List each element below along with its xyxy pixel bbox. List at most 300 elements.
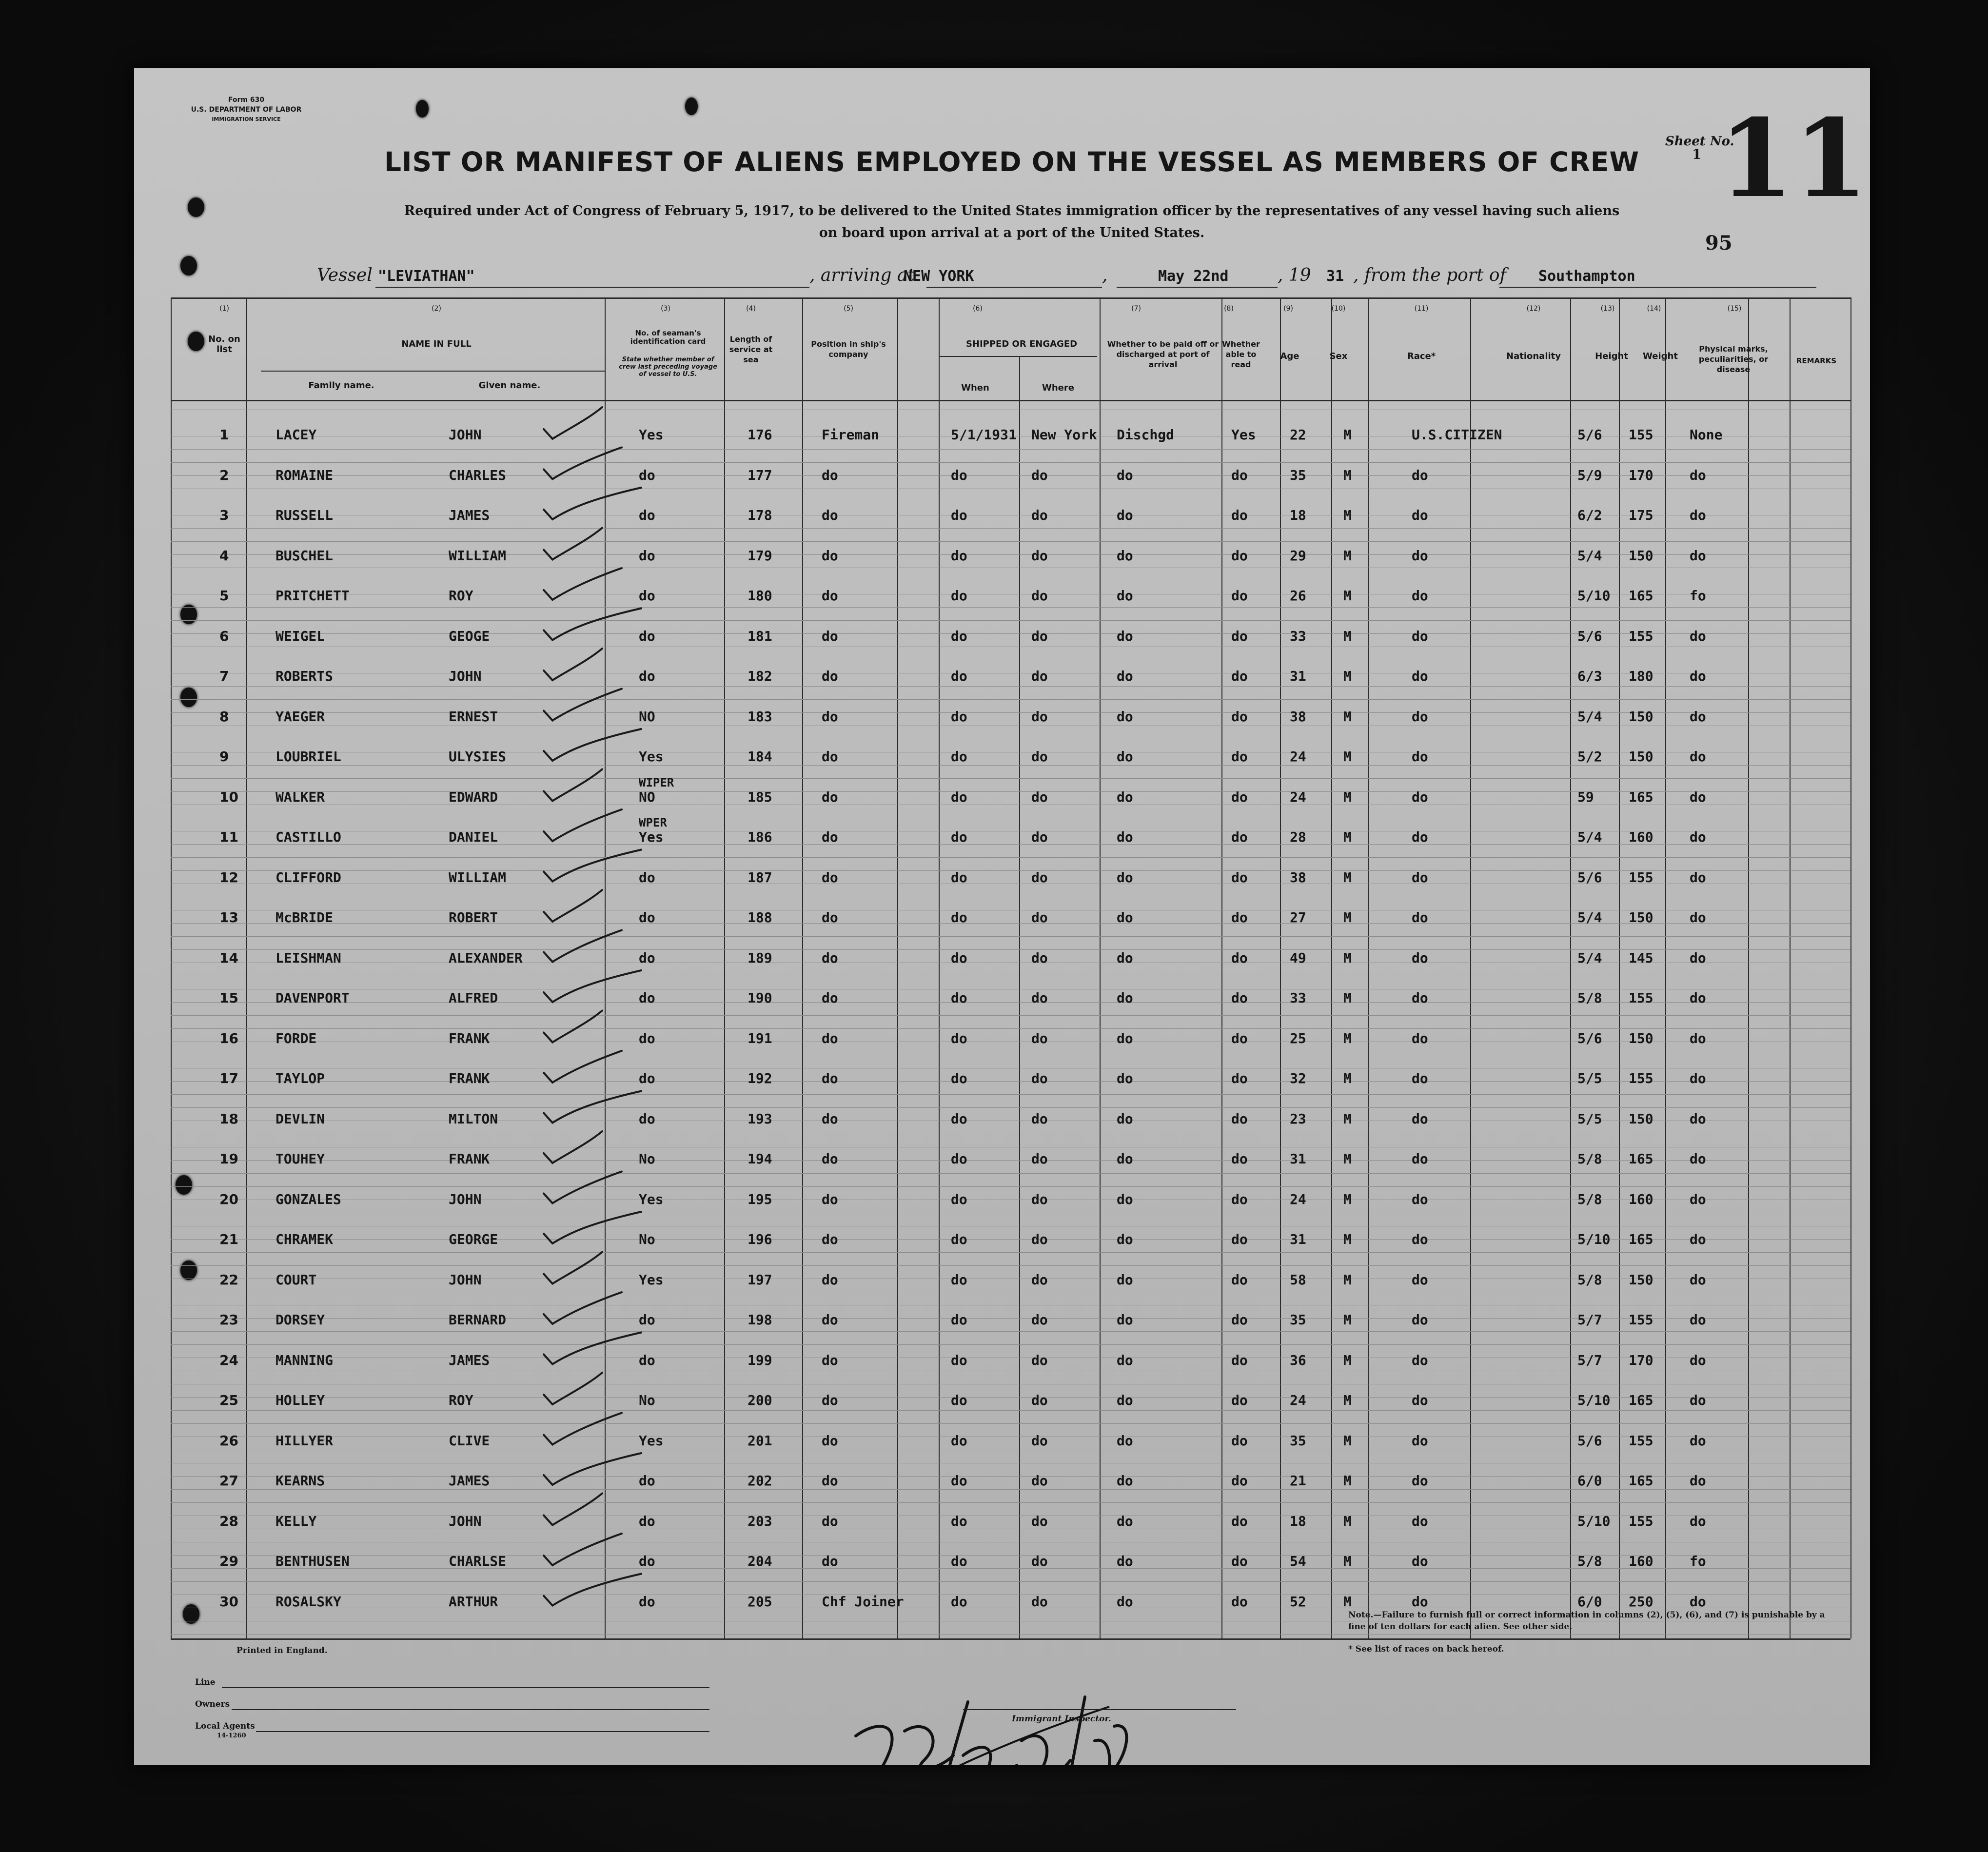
shipped-where: do bbox=[1031, 708, 1048, 725]
member-prev-voyage: do bbox=[639, 507, 655, 523]
ship-position: do bbox=[822, 1352, 838, 1368]
paid-off: do bbox=[1117, 1312, 1133, 1328]
weight: 155 bbox=[1629, 1312, 1653, 1328]
shipped-when: do bbox=[951, 1231, 967, 1247]
from-port: Southampton bbox=[1538, 268, 1635, 285]
member-prev-voyage: do bbox=[639, 1352, 655, 1368]
col-num: (10) bbox=[1331, 305, 1346, 313]
age: 22 bbox=[1290, 427, 1306, 443]
member-prev-voyage: do bbox=[639, 909, 655, 926]
age: 32 bbox=[1290, 1070, 1306, 1086]
ship-position: Chf Joiner bbox=[822, 1593, 904, 1610]
check-mark-icon bbox=[544, 1453, 641, 1485]
able-to-read: do bbox=[1231, 990, 1248, 1006]
race: do bbox=[1412, 1231, 1428, 1247]
family-name: ROBERTS bbox=[276, 668, 334, 684]
check-mark-icon bbox=[544, 488, 641, 519]
paid-off: do bbox=[1117, 1271, 1133, 1288]
check-mark-icon bbox=[544, 1574, 641, 1606]
sex: M bbox=[1343, 869, 1352, 886]
stamp-number: 95 bbox=[1705, 232, 1732, 255]
weight: 180 bbox=[1629, 668, 1653, 684]
service-length: 178 bbox=[748, 507, 772, 523]
race: do bbox=[1412, 788, 1428, 805]
race: do bbox=[1412, 829, 1428, 845]
ruled-line bbox=[171, 462, 1850, 463]
physical-marks: do bbox=[1690, 467, 1706, 483]
ruled-line bbox=[171, 1489, 1850, 1490]
weight: 150 bbox=[1629, 1030, 1653, 1046]
row-number: 20 bbox=[219, 1191, 238, 1207]
port-underline bbox=[926, 287, 1102, 288]
age: 38 bbox=[1290, 708, 1306, 725]
shipped-where: do bbox=[1031, 829, 1048, 845]
check-mark-icon bbox=[544, 930, 622, 962]
column-rule bbox=[897, 297, 898, 1638]
check-mark-icon bbox=[544, 769, 602, 801]
row-number: 19 bbox=[219, 1151, 238, 1167]
header-race: Race* bbox=[1407, 351, 1436, 361]
physical-marks: do bbox=[1690, 949, 1706, 966]
shipped-where: do bbox=[1031, 1271, 1048, 1288]
sex: M bbox=[1343, 467, 1352, 483]
check-mark-icon bbox=[544, 448, 622, 479]
member-prev-voyage: do bbox=[639, 1553, 655, 1569]
service-length: 196 bbox=[748, 1231, 772, 1247]
ship-position: do bbox=[822, 749, 838, 765]
family-name: CASTILLO bbox=[276, 829, 341, 845]
check-mark-icon bbox=[544, 729, 641, 761]
ship-position: do bbox=[822, 788, 838, 805]
race: do bbox=[1412, 507, 1428, 523]
age: 33 bbox=[1290, 990, 1306, 1006]
physical-marks: do bbox=[1690, 547, 1706, 564]
subtitle-line-1: Required under Act of Congress of February 5, 1917, to be delivered to the United States immigration officer by the representatives of any vessel having such aliens bbox=[404, 203, 1620, 218]
paid-off: do bbox=[1117, 829, 1133, 845]
year-prefix: , 19 bbox=[1278, 265, 1311, 285]
family-name: RUSSELL bbox=[276, 507, 334, 523]
sheet-label: Sheet No. bbox=[1665, 134, 1734, 149]
able-to-read: do bbox=[1231, 507, 1248, 523]
check-mark-icon bbox=[544, 689, 622, 721]
shipped-when: do bbox=[951, 949, 967, 966]
paid-off: do bbox=[1117, 1110, 1133, 1127]
check-mark-icon bbox=[544, 1292, 622, 1324]
able-to-read: do bbox=[1231, 1151, 1248, 1167]
check-mark-icon bbox=[544, 1091, 641, 1123]
family-name: McBRIDE bbox=[276, 909, 334, 926]
family-name: LOUBRIEL bbox=[276, 749, 341, 765]
paid-off: do bbox=[1117, 668, 1133, 684]
sheet-number: 11 bbox=[1719, 95, 1869, 221]
race: U.S.CITIZEN bbox=[1412, 427, 1502, 443]
shipped-where: do bbox=[1031, 1593, 1048, 1610]
given-name: FRANK bbox=[449, 1070, 490, 1086]
family-name: HILLYER bbox=[276, 1432, 334, 1449]
header-paid-off: Whether to be paid off or discharged at port of arrival bbox=[1107, 339, 1219, 369]
ship-position: do bbox=[822, 588, 838, 604]
shipped-where: do bbox=[1031, 1473, 1048, 1489]
punch-hole-icon bbox=[180, 1261, 197, 1280]
shipped-when: do bbox=[951, 1593, 967, 1610]
member-prev-voyage: Yes bbox=[639, 1432, 664, 1449]
ship-position: do bbox=[822, 829, 838, 845]
arrival-date: May 22nd bbox=[1158, 268, 1229, 285]
vessel-name: "LEVIATHAN" bbox=[378, 268, 475, 285]
member-prev-voyage: do bbox=[639, 1593, 655, 1610]
service-length: 197 bbox=[748, 1271, 772, 1288]
sex: M bbox=[1343, 990, 1352, 1006]
shipped-when: do bbox=[951, 788, 967, 805]
shipped-when: do bbox=[951, 1312, 967, 1328]
comma: , bbox=[1102, 265, 1108, 285]
physical-marks: do bbox=[1690, 749, 1706, 765]
ruled-line bbox=[171, 686, 1850, 687]
check-mark-icon bbox=[544, 1011, 602, 1043]
header-position: Position in ship's company bbox=[811, 339, 886, 359]
able-to-read: do bbox=[1231, 1271, 1248, 1288]
date-underline bbox=[1117, 287, 1278, 288]
physical-marks: do bbox=[1690, 1513, 1706, 1529]
family-name: BUSCHEL bbox=[276, 547, 334, 564]
row-number: 10 bbox=[219, 788, 238, 805]
given-name: JAMES bbox=[449, 1473, 490, 1489]
header-where: Where bbox=[1042, 383, 1074, 393]
able-to-read: do bbox=[1231, 1352, 1248, 1368]
able-to-read: do bbox=[1231, 1312, 1248, 1328]
shipped-where: do bbox=[1031, 1392, 1048, 1408]
height: 5/6 bbox=[1577, 427, 1602, 443]
sex: M bbox=[1343, 668, 1352, 684]
ship-position: do bbox=[822, 909, 838, 926]
column-rule bbox=[1221, 297, 1222, 1638]
paid-off: do bbox=[1117, 990, 1133, 1006]
header-height: Height bbox=[1595, 351, 1628, 361]
row-number: 28 bbox=[219, 1513, 238, 1529]
header-physical: Physical marks, peculiarities, or disease bbox=[1698, 344, 1769, 374]
sex: M bbox=[1343, 507, 1352, 523]
given-name: MILTON bbox=[449, 1110, 498, 1127]
given-name: JOHN bbox=[449, 1271, 482, 1288]
given-name: EDWARD bbox=[449, 788, 498, 805]
paid-off: do bbox=[1117, 1191, 1133, 1207]
given-name: JOHN bbox=[449, 1191, 482, 1207]
row-number: 23 bbox=[219, 1312, 238, 1328]
header-remarks: REMARKS bbox=[1796, 356, 1837, 365]
able-to-read: do bbox=[1231, 829, 1248, 845]
sex: M bbox=[1343, 749, 1352, 765]
family-name: LACEY bbox=[276, 427, 317, 443]
col-num: (7) bbox=[1131, 305, 1141, 313]
header-family: Family name. bbox=[308, 380, 374, 391]
weight: 160 bbox=[1629, 1191, 1653, 1207]
race: do bbox=[1412, 467, 1428, 483]
ruled-line bbox=[171, 1015, 1850, 1016]
service-length: 199 bbox=[748, 1352, 772, 1368]
ruled-line bbox=[171, 620, 1850, 621]
paid-off: do bbox=[1117, 1231, 1133, 1247]
footer-note: Note.—Failure to furnish full or correct information in columns (2), (5), (6), and (7) is punishable by a fine of ten dollars for each alien. See other side. bbox=[1348, 1610, 1825, 1632]
header-weight: Weight bbox=[1643, 351, 1678, 361]
race: do bbox=[1412, 1473, 1428, 1489]
age: 18 bbox=[1290, 1513, 1306, 1529]
member-prev-voyage: NO bbox=[639, 788, 655, 805]
weight: 165 bbox=[1629, 1231, 1653, 1247]
member-prev-voyage: No bbox=[639, 1151, 655, 1167]
shipped-when: do bbox=[951, 507, 967, 523]
family-name: ROSALSKY bbox=[276, 1593, 341, 1610]
given-name: WILLIAM bbox=[449, 547, 507, 564]
service-length: 204 bbox=[748, 1553, 772, 1569]
form-number: Form 630 bbox=[228, 96, 265, 104]
able-to-read: do bbox=[1231, 1593, 1248, 1610]
col-num: (15) bbox=[1727, 305, 1742, 313]
age: 31 bbox=[1290, 1151, 1306, 1167]
service-length: 179 bbox=[748, 547, 772, 564]
service-length: 194 bbox=[748, 1151, 772, 1167]
check-mark-icon bbox=[544, 809, 622, 841]
physical-marks: do bbox=[1690, 1271, 1706, 1288]
physical-marks: do bbox=[1690, 628, 1706, 644]
member-prev-voyage: Yes bbox=[639, 749, 664, 765]
physical-marks: do bbox=[1690, 1070, 1706, 1086]
shipped-where: do bbox=[1031, 547, 1048, 564]
ruled-line bbox=[171, 1410, 1850, 1411]
row-number: 25 bbox=[219, 1392, 238, 1408]
ship-position: Fireman bbox=[822, 427, 880, 443]
race: do bbox=[1412, 708, 1428, 725]
weight: 155 bbox=[1629, 1070, 1653, 1086]
service-length: 202 bbox=[748, 1473, 772, 1489]
given-name: ROBERT bbox=[449, 909, 498, 926]
shipped-header-rule bbox=[939, 356, 1097, 357]
ship-position: do bbox=[822, 547, 838, 564]
given-name: ALFRED bbox=[449, 990, 498, 1006]
shipped-where: do bbox=[1031, 1352, 1048, 1368]
shipped-when: do bbox=[951, 1030, 967, 1046]
header-name: NAME IN FULL bbox=[401, 339, 472, 349]
age: 27 bbox=[1290, 909, 1306, 926]
service-length: 187 bbox=[748, 869, 772, 886]
shipped-where: do bbox=[1031, 949, 1048, 966]
height: 5/8 bbox=[1577, 1151, 1602, 1167]
physical-marks: do bbox=[1690, 829, 1706, 845]
column-rule bbox=[939, 297, 940, 1638]
page-title: LIST OR MANIFEST OF ALIENS EMPLOYED ON THE VESSEL AS MEMBERS OF CREW bbox=[384, 146, 1640, 177]
able-to-read: do bbox=[1231, 467, 1248, 483]
member-prev-voyage: do bbox=[639, 1110, 655, 1127]
able-to-read: do bbox=[1231, 628, 1248, 644]
shipped-when: do bbox=[951, 1352, 967, 1368]
given-name: ARTHUR bbox=[449, 1593, 498, 1610]
race: do bbox=[1412, 1110, 1428, 1127]
column-rule bbox=[802, 297, 803, 1638]
header-nationality: Nationality bbox=[1506, 351, 1561, 361]
given-name: JOHN bbox=[449, 427, 482, 443]
race: do bbox=[1412, 1352, 1428, 1368]
sex: M bbox=[1343, 1070, 1352, 1086]
sex: M bbox=[1343, 1030, 1352, 1046]
age: 35 bbox=[1290, 1312, 1306, 1328]
member-note: WIPER bbox=[639, 775, 674, 789]
shipped-where: do bbox=[1031, 1312, 1048, 1328]
paid-off: do bbox=[1117, 547, 1133, 564]
family-name: BENTHUSEN bbox=[276, 1553, 350, 1569]
sex: M bbox=[1343, 1231, 1352, 1247]
check-mark-icon bbox=[544, 1534, 622, 1565]
weight: 150 bbox=[1629, 1110, 1653, 1127]
check-mark-icon bbox=[544, 609, 641, 640]
shipped-where: do bbox=[1031, 1231, 1048, 1247]
paid-off: do bbox=[1117, 588, 1133, 604]
arrival-year: 31 bbox=[1326, 268, 1344, 285]
family-name: DORSEY bbox=[276, 1312, 325, 1328]
shipped-when: do bbox=[951, 869, 967, 886]
given-name: JAMES bbox=[449, 507, 490, 523]
sex: M bbox=[1343, 427, 1352, 443]
check-mark-icon bbox=[544, 649, 602, 680]
shipped-when: do bbox=[951, 990, 967, 1006]
family-name: YAEGER bbox=[276, 708, 325, 725]
shipped-where: do bbox=[1031, 869, 1048, 886]
ruled-line bbox=[171, 1581, 1850, 1582]
shipped-where: do bbox=[1031, 749, 1048, 765]
check-mark-icon bbox=[544, 1333, 641, 1364]
ruled-line bbox=[171, 1094, 1850, 1095]
paid-off: do bbox=[1117, 1070, 1133, 1086]
check-mark-icon bbox=[544, 850, 641, 882]
check-mark-icon bbox=[544, 1212, 641, 1243]
given-name: JAMES bbox=[449, 1352, 490, 1368]
header-given: Given name. bbox=[478, 380, 541, 391]
shipped-where: do bbox=[1031, 990, 1048, 1006]
able-to-read: do bbox=[1231, 1070, 1248, 1086]
weight: 155 bbox=[1629, 990, 1653, 1006]
physical-marks: do bbox=[1690, 1191, 1706, 1207]
service-length: 193 bbox=[748, 1110, 772, 1127]
ship-position: do bbox=[822, 1553, 838, 1569]
given-name: JOHN bbox=[449, 1513, 482, 1529]
weight: 170 bbox=[1629, 1352, 1653, 1368]
weight: 150 bbox=[1629, 909, 1653, 926]
ruled-line bbox=[171, 1028, 1850, 1029]
able-to-read: do bbox=[1231, 588, 1248, 604]
arrival-port: NEW YORK bbox=[904, 268, 974, 285]
service-length: 190 bbox=[748, 990, 772, 1006]
weight: 155 bbox=[1629, 1513, 1653, 1529]
inspector-underline bbox=[963, 1709, 1236, 1710]
shipped-where: do bbox=[1031, 1553, 1048, 1569]
member-prev-voyage: do bbox=[639, 1030, 655, 1046]
given-name: DANIEL bbox=[449, 829, 498, 845]
column-rule bbox=[1470, 297, 1471, 1638]
row-number: 27 bbox=[219, 1473, 238, 1489]
able-to-read: do bbox=[1231, 909, 1248, 926]
row-number: 3 bbox=[219, 507, 229, 523]
header-able-read: Whether able to read bbox=[1222, 339, 1260, 369]
age: 24 bbox=[1290, 749, 1306, 765]
height: 6/2 bbox=[1577, 507, 1602, 523]
race: do bbox=[1412, 869, 1428, 886]
member-prev-voyage: do bbox=[639, 1513, 655, 1529]
able-to-read: do bbox=[1231, 547, 1248, 564]
height: 5/10 bbox=[1577, 1392, 1611, 1408]
age: 18 bbox=[1290, 507, 1306, 523]
column-rule bbox=[246, 297, 247, 1638]
age: 35 bbox=[1290, 1432, 1306, 1449]
column-rule bbox=[171, 297, 172, 1638]
column-rule bbox=[1570, 297, 1571, 1638]
member-prev-voyage: Yes bbox=[639, 427, 664, 443]
shipped-where: do bbox=[1031, 628, 1048, 644]
shipped-when: do bbox=[951, 547, 967, 564]
height: 5/6 bbox=[1577, 1432, 1602, 1449]
check-mark-icon bbox=[544, 1373, 602, 1404]
family-name: KEARNS bbox=[276, 1473, 325, 1489]
weight: 165 bbox=[1629, 1392, 1653, 1408]
ship-position: do bbox=[822, 1271, 838, 1288]
physical-marks: do bbox=[1690, 1231, 1706, 1247]
agents-label: Local Agents bbox=[195, 1721, 255, 1731]
given-name: BERNARD bbox=[449, 1312, 507, 1328]
height: 5/9 bbox=[1577, 467, 1602, 483]
shipped-where: do bbox=[1031, 1513, 1048, 1529]
check-mark-icon bbox=[544, 890, 602, 922]
ship-position: do bbox=[822, 949, 838, 966]
paid-off: do bbox=[1117, 1392, 1133, 1408]
service-length: 195 bbox=[748, 1191, 772, 1207]
family-name: PRITCHETT bbox=[276, 588, 350, 604]
ruled-line bbox=[171, 541, 1850, 542]
given-name: GEOGE bbox=[449, 628, 490, 644]
sex: M bbox=[1343, 1110, 1352, 1127]
physical-marks: do bbox=[1690, 1593, 1706, 1610]
physical-marks: fo bbox=[1690, 1553, 1706, 1569]
able-to-read: do bbox=[1231, 1553, 1248, 1569]
height: 5/10 bbox=[1577, 1231, 1611, 1247]
ship-position: do bbox=[822, 1312, 838, 1328]
member-prev-voyage: do bbox=[639, 990, 655, 1006]
ruled-line bbox=[171, 1502, 1850, 1503]
age: 24 bbox=[1290, 788, 1306, 805]
height: 5/8 bbox=[1577, 1553, 1602, 1569]
paid-off: do bbox=[1117, 1030, 1133, 1046]
sheet-small-number: 1 bbox=[1692, 146, 1702, 162]
race: do bbox=[1412, 949, 1428, 966]
paid-off: do bbox=[1117, 628, 1133, 644]
column-rule bbox=[1368, 297, 1369, 1638]
sex: M bbox=[1343, 829, 1352, 845]
ruled-line bbox=[171, 1634, 1850, 1635]
ship-position: do bbox=[822, 1473, 838, 1489]
race: do bbox=[1412, 1392, 1428, 1408]
row-number: 14 bbox=[219, 949, 238, 966]
shipped-when: do bbox=[951, 628, 967, 644]
age: 58 bbox=[1290, 1271, 1306, 1288]
col-num: (11) bbox=[1414, 305, 1429, 313]
check-mark-icon bbox=[544, 1413, 622, 1445]
shipped-where: do bbox=[1031, 909, 1048, 926]
punch-hole-icon bbox=[188, 197, 204, 217]
shipped-where: do bbox=[1031, 1151, 1048, 1167]
sex: M bbox=[1343, 909, 1352, 926]
row-number: 22 bbox=[219, 1271, 238, 1288]
column-rule bbox=[1619, 297, 1620, 1638]
race: do bbox=[1412, 547, 1428, 564]
family-name: KELLY bbox=[276, 1513, 317, 1529]
family-name: WALKER bbox=[276, 788, 325, 805]
race: do bbox=[1412, 990, 1428, 1006]
